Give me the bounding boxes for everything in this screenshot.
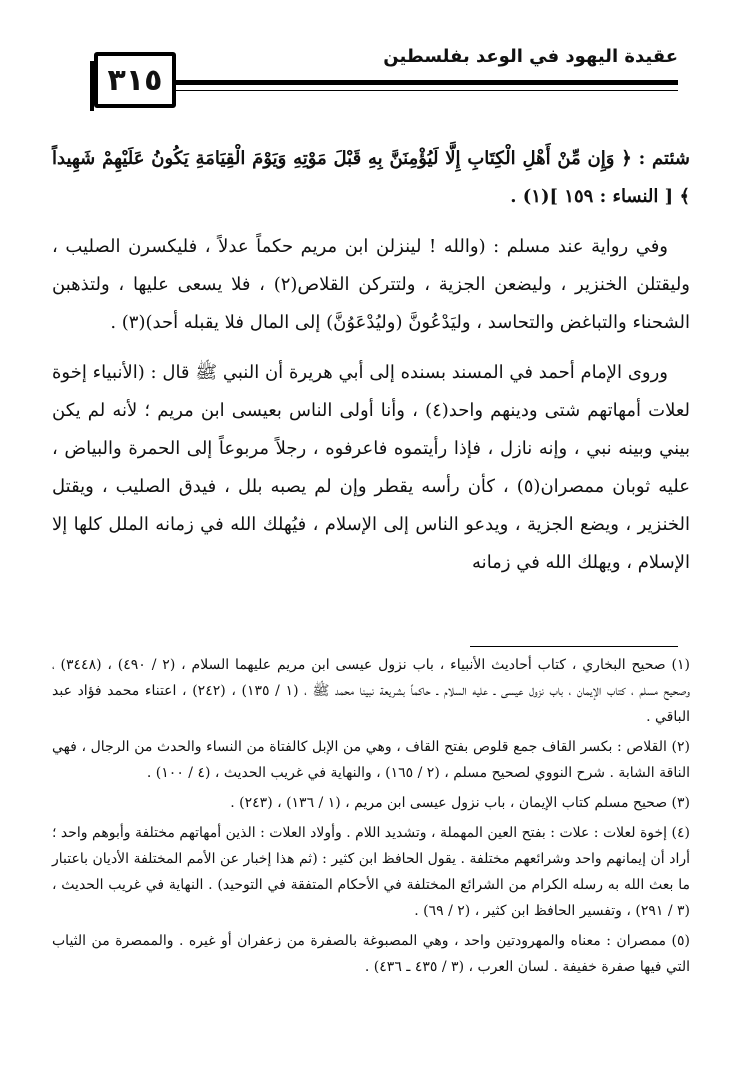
footnote-3: (٣) صحيح مسلم كتاب الإيمان ، باب نزول عيسى ابن مريم ، (١ / ١٣٦) ، (٢٤٣) . — [230, 795, 690, 811]
main-text — [52, 140, 690, 594]
footnote-separator — [470, 646, 678, 647]
page-header — [94, 40, 678, 110]
footnote-5: (٥) ممصران : معناه والمهرودتين واحد ، وهي المصبوغة بالصفرة من زعفران أو غيره . والممصرة من الثياب التي فيها صفرة خفيفة . لسان العرب ، (٣ / ٤٣٥ ـ ٤٣٦) . — [52, 933, 690, 975]
footnotes — [52, 652, 690, 984]
quran-verse-paragraph: شئتم : ﴿ وَإِن مِّنْ أَهْلِ الْكِتَابِ إِلَّا لَيُؤْمِنَنَّ بِهِ قَبْلَ مَوْتِهِ وَيَوْمَ الْقِيَامَةِ يَكُونُ عَلَيْهِمْ شَهِيداً ﴾ [ النساء : ١٥٩ ](١) . — [52, 148, 690, 207]
running-title: عقيدة اليهود في الوعد بفلسطين — [383, 46, 678, 67]
header-rule-thin — [176, 90, 678, 91]
page-number: ٣١٥ — [94, 52, 176, 108]
footnote-1: (١) صحيح البخاري ، كتاب أحاديث الأنبياء ، باب نزول عيسى ابن مريم عليهما السلام ، (٢ / ٤٩٠) ، (٣٤٤٨) ، وصحيح مسلم ، كتاب الإيمان ، باب نزول عيسى ـ عليه السلام ـ حاكماً بشريعة نبينا محمد ﷺ ، (١ / ١٣٥) ، (٢٤٢) ، اعتناء محمد فؤاد عبد الباقي . — [52, 657, 690, 725]
header-rule-thick — [176, 80, 678, 85]
muslim-narration-paragraph: وفي رواية عند مسلم : (والله ! لينزلن ابن مريم حكماً عدلاً ، فليكسرن الصليب ، وليقتلن الخنزير ، وليضعن الجزية ، ولتتركن القلاص(٢) ، فلا يسعى عليها ، ولتذهبن الشحناء والتباغض والتحاسد ، وليَدْعُونَّ (وليُدْعَوُنَّ) إلى المال فلا يقبله أحد)(٣) . — [52, 236, 690, 333]
footnote-2: (٢) القلاص : بكسر القاف جمع قلوص بفتح القاف ، وهي من الإبل كالفتاة من النساء والحدث من الرجال ، فهي الناقة الشابة . شرح النووي لصحيح مسلم ، (٢ / ١٦٥) ، والنهاية في غريب الحديث ، (٤ / ١٠٠) . — [52, 739, 690, 781]
footnote-4: (٤) إخوة لعلات : علات : بفتح العين المهملة ، وتشديد اللام . وأولاد العلات : الذين أمهاتهم مختلفة وأبوهم واحد ؛ أراد أن إيمانهم واحد وشرائعهم مختلفة . يقول الحافظ ابن كثير : (ثم هذا إخبار عن الأمم المختلفة الأديان باعتبار ما بعث الله به رسله الكرام من الشرائع المختلفة في الأحكام المتفقة في التوحيد) . النهاية في غريب الحديث ، (٣ / ٢٩١) ، وتفسير الحافظ ابن كثير ، (٢ / ٦٩) . — [52, 825, 690, 919]
ahmad-narration-paragraph: وروى الإمام أحمد في المسند بسنده إلى أبي هريرة أن النبي ﷺ قال : (الأنبياء إخوة لعلات أمهاتهم شتى ودينهم واحد(٤) ، وأنا أولى الناس بعيسى ابن مريم ؛ لأنه لم يكن بيني وبينه نبي ، وإنه نازل ، فإذا رأيتموه فاعرفوه ، رجلاً مربوعاً إلى الحمرة والبياض ، عليه ثوبان ممصران(٥) ، كأن رأسه يقطر وإن لم يصبه بلل ، فيدق الصليب ، ويقتل الخنزير ، ويضع الجزية ، ويدعو الناس إلى الإسلام ، فيُهلك الله في زمانه الملل كلها إلا الإسلام ، ويهلك الله في زمانه — [52, 362, 690, 573]
